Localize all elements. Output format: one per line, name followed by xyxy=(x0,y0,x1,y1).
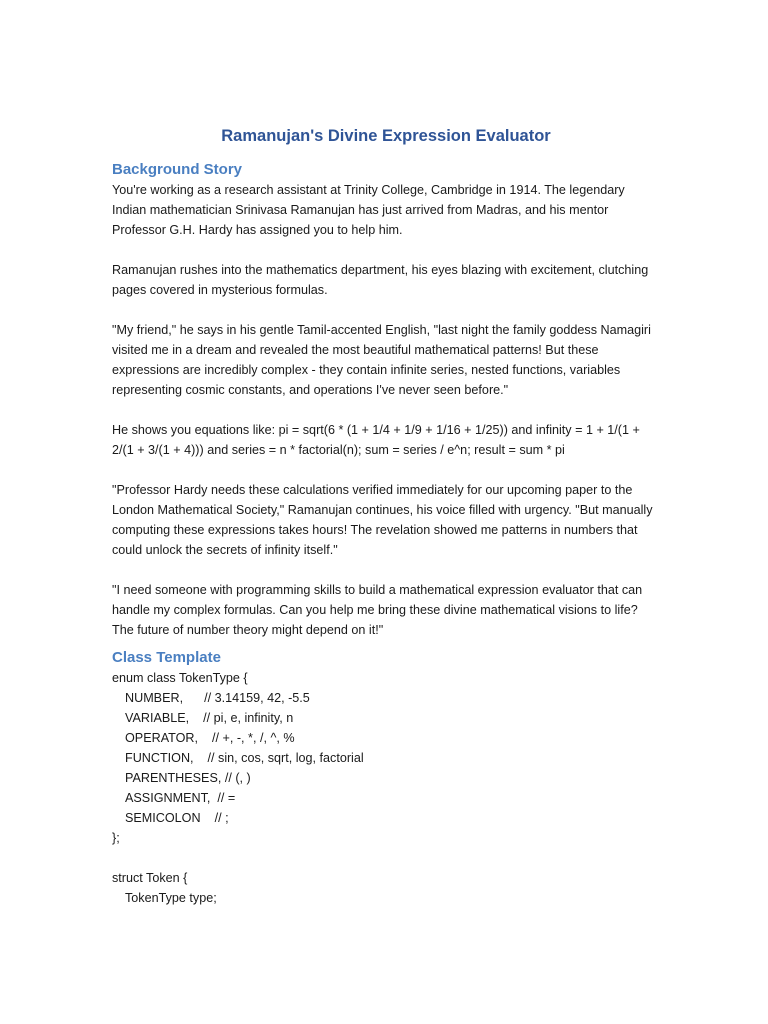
code-line: OPERATOR, // +, -, *, /, ^, % xyxy=(125,731,295,745)
code-block xyxy=(112,668,660,908)
code-line: PARENTHESES, // (, ) xyxy=(125,771,251,785)
code-line: TokenType type; xyxy=(125,891,217,905)
code-line: enum class TokenType { xyxy=(112,671,248,685)
paragraph: Ramanujan rushes into the mathematics department, his eyes blazing with excitement, clutching pages covered in mysterious formulas. xyxy=(112,263,649,297)
section-heading-class-template: Class Template xyxy=(112,649,221,666)
paragraph: "Professor Hardy needs these calculations verified immediately for our upcoming paper to the London Mathematical Society," Ramanujan continues, his voice filled with urgency. "But manually computing these expressions takes hours! The revelation showed me patterns in numbers that could unlock the secrets of infinity itself." xyxy=(112,483,653,557)
code-line-blank xyxy=(112,848,660,868)
code-line: VARIABLE, // pi, e, infinity, n xyxy=(125,711,294,725)
paragraph: He shows you equations like: pi = sqrt(6 * (1 + 1/4 + 1/9 + 1/16 + 1/25)) and infinity = 1 + 1/(1 + 2/(1 + 3/(1 + 4))) and series = n * factorial(n); sum = series / e^n; result = sum * pi xyxy=(112,423,640,457)
code-line: }; xyxy=(112,831,120,845)
code-line: ASSIGNMENT, // = xyxy=(125,791,236,805)
document-page xyxy=(112,124,660,908)
paragraph: You're working as a research assistant at Trinity College, Cambridge in 1914. The legendary Indian mathematician Srinivasa Ramanujan has just arrived from Madras, and his mentor Professor G.H. Hardy has assigned you to help him. xyxy=(112,183,625,237)
paragraph: "My friend," he says in his gentle Tamil-accented English, "last night the family goddess Namagiri visited me in a dream and revealed the most beautiful mathematical patterns! But these expressions are incredibly complex - they contain infinite series, nested functions, variables representing cosmic constants, and operations I've never seen before." xyxy=(112,323,651,397)
code-line: struct Token { xyxy=(112,871,188,885)
code-line: FUNCTION, // sin, cos, sqrt, log, factorial xyxy=(125,751,364,765)
code-line: NUMBER, // 3.14159, 42, -5.5 xyxy=(125,691,310,705)
document-title: Ramanujan's Divine Expression Evaluator xyxy=(221,127,551,145)
section-heading-background: Background Story xyxy=(112,161,243,178)
paragraph: "I need someone with programming skills to build a mathematical expression evaluator that can handle my complex formulas. Can you help me bring these divine mathematical visions to life? The future of number theory might depend on it!" xyxy=(112,583,643,637)
code-line: SEMICOLON // ; xyxy=(125,811,229,825)
